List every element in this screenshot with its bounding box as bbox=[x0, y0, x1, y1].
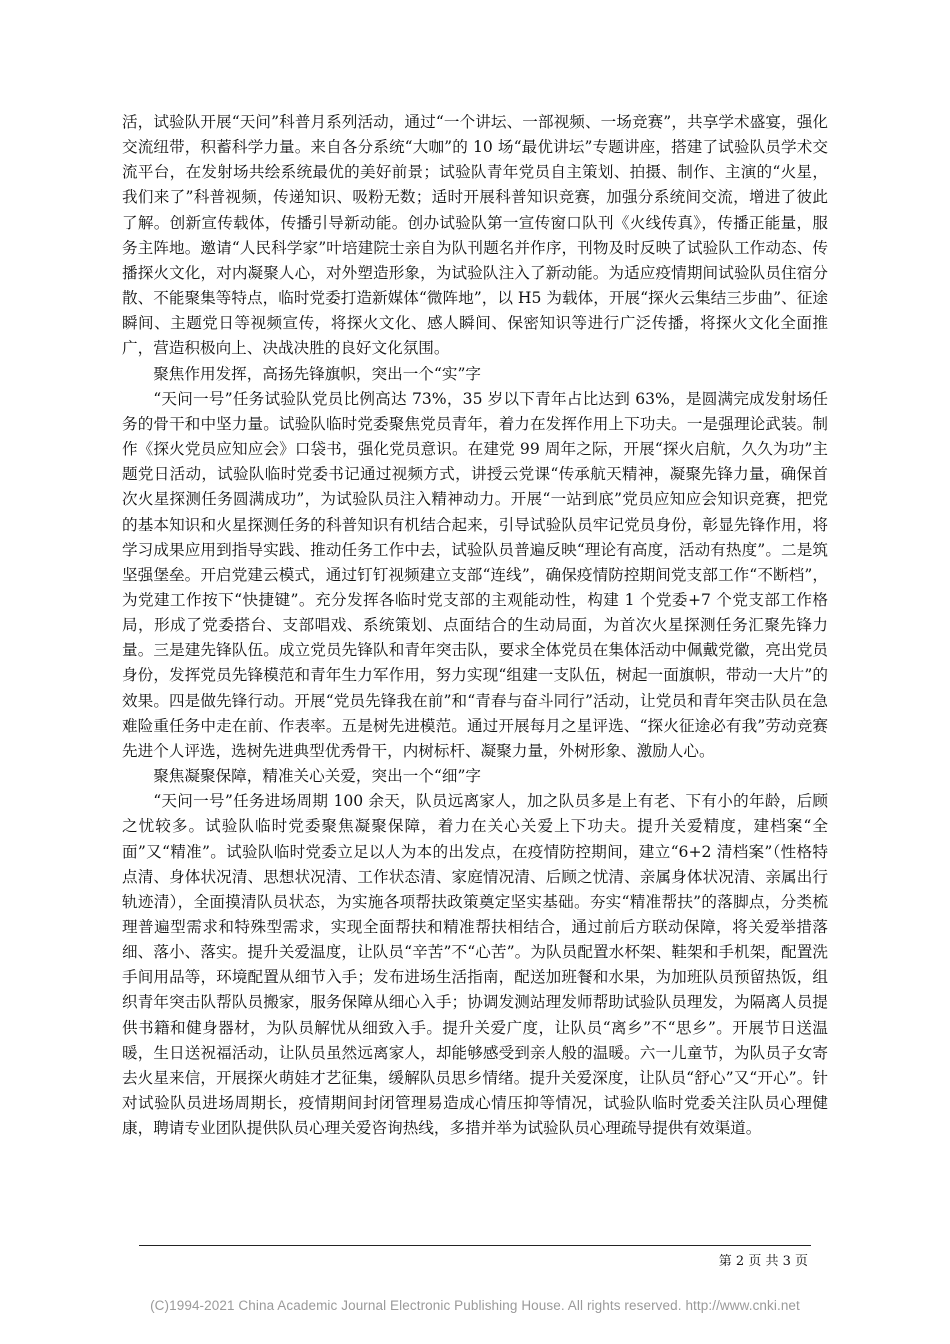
page-number: 第 2 页 共 3 页 bbox=[718, 1254, 808, 1269]
footer-divider bbox=[139, 1245, 811, 1246]
section-heading-care: 聚焦凝聚保障，精准关心关爱，突出一个“细”字 bbox=[153, 767, 482, 786]
paragraph-continuation: 活，试验队开展“天问”科普月系列活动，通过“一个讲坛、一部视频、一场竞赛”，共享学术盛宴，强化交流纽带，积蓄科学力量。来自各分系统“大咖”的 10 场“最优讲坛”专题讲座，搭建了试验队员学术交流平台，在发射场共绘系统最优的美好前景；试验队青年党员自主策划、拍摄、制作、主演的“火星，我们来了”科普视频，传递知识、吸粉无数；适时开展科普知识竞赛，加强分系统间交流，增进了彼此了解。创新宣传载体，传播引导新动能。创办试验队第一宣传窗口队刊《火线传真》，传播正能量，服务主阵地。邀请“人民科学家”叶培建院士亲自为队刊题名并作序，刊物及时反映了试验队工作动态、传播探火文化，对内凝聚人心，对外塑造形象，为试验队注入了新动能。为适应疫情期间试验队员住宿分散、不能聚集等特点，临时党委打造新媒体“微阵地”，以 H5 为载体，开展“探火云集结三步曲”、征途瞬间、主题党日等视频宣传，将探火文化、感人瞬间、保密知识等进行广泛传播，将探火文化全面推广，营造积极向上、决战决胜的良好文化氛围。 bbox=[122, 113, 828, 358]
copyright-watermark: (C)1994-2021 China Academic Journal Electronic Publishing House. All rights reserved. http://www.cnki.net bbox=[150, 1298, 800, 1313]
paragraph-care: “天问一号”任务进场周期 100 余天，队员远离家人，加之队员多是上有老、下有小的年龄，后顾之忧较多。试验队临时党委聚焦凝聚保障，着力在关心关爱上下功夫。提升关爱精度，建档案“全面”又“精准”。试验队临时党委立足以人为本的出发点，在疫情防控期间，建立“6+2 清档案”（性格特点清、身体状况清、思想状况清、工作状态清、家庭情况清、后顾之忧清、亲属身体状况清、亲属出行轨迹清），全面摸清队员状态，为实施各项帮扶政策奠定坚实基础。夯实“精准帮扶”的落脚点，分类梳理普遍型需求和特殊型需求，实现全面帮扶和精准帮扶相结合，通过前后方联动保障，将关爱举措落细、落小、落实。提升关爱温度，让队员“辛苦”不“心苦”。为队员配置水杯架、鞋架和手机架，配置洗手间用品等，环境配置从细节入手；发布进场生活指南，配送加班餐和水果，为加班队员预留热饭，组织青年突击队帮队员搬家，服务保障从细心入手；协调发测站理发师帮助试验队员理发，为隔离人员提供书籍和健身器材，为队员解忧从细致入手。提升关爱广度，让队员“离乡”不“思乡”。开展节日送温暖，生日送祝福活动，让队员虽然远离家人，却能够感受到亲人般的温暖。六一儿童节，为队员子女寄去火星来信，开展探火萌娃才艺征集，缓解队员思乡情绪。提升关爱深度，让队员“舒心”又“开心”。针对试验队员进场周期长，疫情期间封闭管理易造成心情压抑等情况，试验队临时党委关注队员心理健康，聘请专业团队提供队员心理关爱咨询热线，多措并举为试验队员心理疏导提供有效渠道。 bbox=[122, 792, 828, 1138]
section-heading-practice: 聚焦作用发挥，高扬先锋旗帜，突出一个“实”字 bbox=[153, 364, 482, 383]
paragraph-practice: “天问一号”任务试验队党员比例高达 73%，35 岁以下青年占比达到 63%，是圆满完成发射场任务的骨干和中坚力量。试验队临时党委聚焦党员青年，着力在发挥作用上下功夫。一是强理论武装。制作《探火党员应知应会》口袋书，强化党员意识。在建党 99 周年之际，开展“探火启航，久久为功”主题党日活动，试验队临时党委书记通过视频方式，讲授云党课“传承航天精神，凝聚先锋力量，确保首次火星探测任务圆满成功”，为试验队员注入精神动力。开展“一站到底”党员应知应会知识竞赛，把党的基本知识和火星探测任务的科普知识有机结合起来，引导试验队员牢记党员身份，彰显先锋作用，将学习成果应用到指导实践、推动任务工作中去，试验队员普遍反映“理论有高度，活动有热度”。二是筑坚强堡垒。开启党建云模式，通过钉钉视频建立支部“连线”，确保疫情防控期间党支部工作“不断档”，为党建工作按下“快捷键”。充分发挥各临时党支部的主观能动性，构建 1 个党委+7 个党支部工作格局，形成了党委搭台、支部唱戏、系统策划、点面结合的生动局面，为首次火星探测任务汇聚先锋力量。三是建先锋队伍。成立党员先锋队和青年突击队，要求全体党员在集体活动中佩戴党徽，亮出党员身份，发挥党员先锋模范和青年生力军作用，努力实现“组建一支队伍，树起一面旗帜，带动一大片”的效果。四是做先锋行动。开展“党员先锋我在前”和“青春与奋斗同行”活动，让党员和青年突击队员在急难险重任务中走在前、作表率。五是树先进模范。通过开展每月之星评选、“探火征途必有我”劳动竞赛先进个人评选，选树先进典型优秀骨干，内树标杆、凝聚力量，外树形象、激励人心。 bbox=[122, 389, 828, 760]
body-text bbox=[122, 110, 828, 1141]
